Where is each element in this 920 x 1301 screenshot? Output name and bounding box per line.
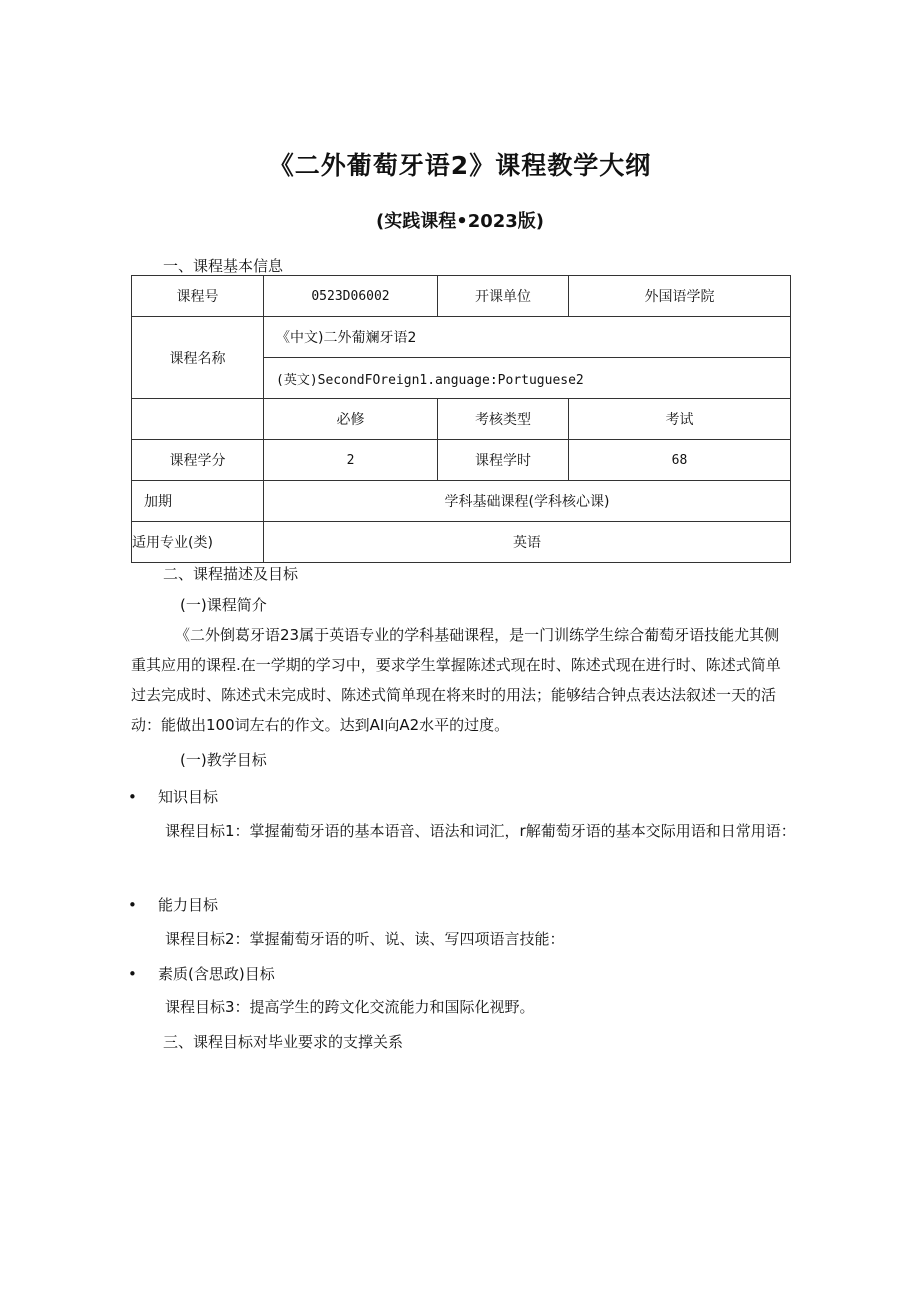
table-row (132, 399, 791, 440)
goal-quality-text: 课程目标3：提高学生的跨文化交流能力和国际化视野。 (165, 998, 535, 1016)
value-hours: 68 (569, 440, 791, 481)
goal-quality-label: 素质(含思政)目标 (158, 965, 275, 983)
value-department: 外国语学院 (569, 276, 791, 317)
document-subtitle: (实践课程•2023版) (375, 211, 545, 232)
label-applicable-major: 适用专业(类) (132, 522, 264, 563)
goal-knowledge-label: 知识目标 (158, 788, 219, 806)
value-category: 学科基础课程(学科核心课) (264, 481, 791, 522)
value-course-type: 必修 (264, 399, 438, 440)
value-course-name-cn: 《中文)二外葡斓牙语2 (264, 317, 791, 358)
table-row (132, 481, 791, 522)
goal-ability-heading (128, 894, 218, 915)
value-course-number: 0523D06002 (264, 276, 438, 317)
goal-knowledge-heading (128, 786, 218, 807)
value-credits: 2 (264, 440, 438, 481)
section-heading-support: 三、课程目标对毕业要求的支撑关系 (163, 1033, 404, 1051)
subheading-course-intro: (一)课程简介 (180, 596, 267, 614)
goal-knowledge-text: 课程目标1：掌握葡萄牙语的基本语音、语法和词汇，r解葡萄牙语的基本交际用语和日常用语： (165, 822, 796, 840)
value-assessment-type: 考试 (569, 399, 791, 440)
document-title: 《二外葡萄牙语2》课程教学大纲 (268, 151, 652, 180)
table-row (132, 317, 791, 358)
value-applicable-major: 英语 (264, 522, 791, 563)
label-hours: 课程学时 (438, 440, 569, 481)
label-assessment-type: 考核类型 (438, 399, 569, 440)
label-course-name: 课程名称 (132, 317, 264, 399)
label-course-type (132, 399, 264, 440)
subheading-teaching-goals: (一)教学目标 (180, 751, 267, 769)
bullet-icon: • (128, 788, 137, 806)
bullet-icon: • (128, 965, 137, 983)
table-row (132, 276, 791, 317)
course-intro-paragraph: 《二外倒葛牙语23属于英语专业的学科基础课程，是一门训练学生综合葡萄牙语技能尤其侧重其应用的课程.在一学期的学习中，要求学生掌握陈述式现在时、陈述式现在进行时、陈述式简单过去完成时、陈述式未完成时、陈述式简单现在将来时的用法；能够结合钟点表达法叙述一天的活动：能做出100词左右的作文。达到AI向A2水平的过度。 (131, 626, 781, 734)
table-row (132, 440, 791, 481)
section-heading-description: 二、课程描述及目标 (163, 565, 299, 583)
label-category: 加期 (132, 481, 264, 522)
label-credits: 课程学分 (132, 440, 264, 481)
value-course-name-en: (英文)SecondFOreign1.anguage:Portuguese2 (264, 358, 791, 399)
goal-ability-label: 能力目标 (158, 896, 219, 914)
table-row (132, 522, 791, 563)
goal-ability-text: 课程目标2：掌握葡萄牙语的听、说、读、写四项语言技能： (165, 930, 565, 948)
label-course-number: 课程号 (132, 276, 264, 317)
bullet-icon: • (128, 896, 137, 914)
section-heading-basic-info: 一、课程基本信息 (163, 257, 284, 275)
course-info-table (131, 275, 791, 563)
goal-quality-heading (128, 963, 275, 984)
label-department: 开课单位 (438, 276, 569, 317)
